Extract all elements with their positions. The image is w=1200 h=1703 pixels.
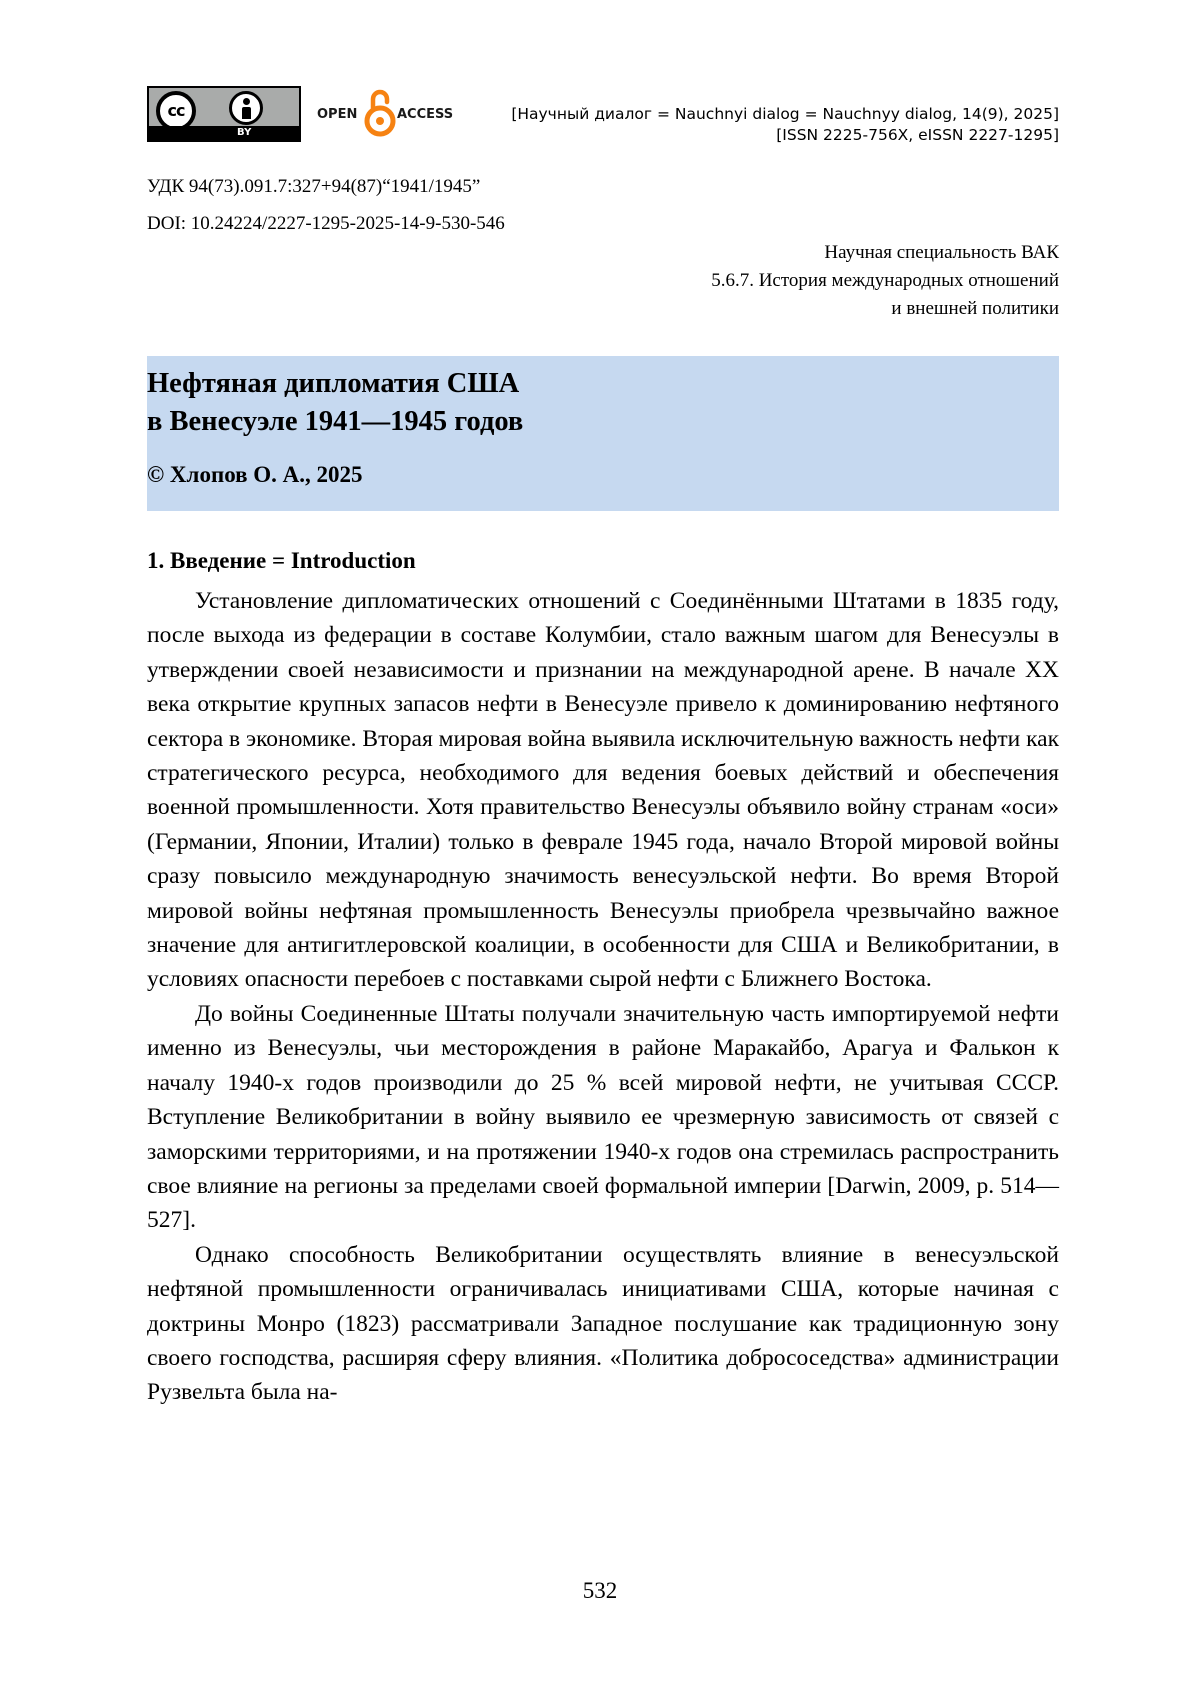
open-access-access-label: ACCESS	[397, 107, 454, 122]
author-copyright: © Хлопов О. А., 2025	[147, 462, 363, 487]
body-text	[147, 584, 1059, 1410]
udk-code: УДК 94(73).091.7:327+94(87)“1941/1945”	[147, 176, 481, 197]
paragraph: До войны Соединенные Штаты получали значительную часть импортируемой нефти именно из Венесуэлы, чьи месторождения в районе Маракайбо, Арагуа и Фалькон к началу 1940-х годов производили до 25 % всей мировой нефти, не учитывая СССР. Вступление Великобритании в войну выявило ее чрезмерную зависимость от связей с заморскими территориями, и на протяжении 1940-х годов она стремилась распространить свое влияние на регионы за пределами своей формальной империи [Darwin, 2009, p. 514—527].	[147, 1000, 1059, 1234]
doi[interactable]: DOI: 10.24224/2227-1295-2025-14-9-530-546	[147, 213, 505, 234]
specialty-line: и внешней политики	[891, 298, 1059, 319]
article-title-line: в Венесуэле 1941—1945 годов	[147, 406, 524, 437]
attribution-person-icon	[229, 91, 263, 125]
cc-by-license-badge[interactable]	[147, 86, 301, 142]
journal-citation	[511, 104, 1059, 146]
open-access-open-label: OPEN	[317, 107, 358, 122]
paragraph: Однако способность Великобритании осуществлять влияние в венесуэльской нефтяной промышленности ограничивалась инициативами США, которые начиная с доктрины Монро (1823) рассматривали Западное послушание как традиционную зону своего господства, расширяя сферу влияния. «Политика добрососедства» администрации Рузвельта была на-	[147, 1241, 1059, 1406]
open-access-lock-icon	[364, 86, 396, 138]
specialty-line: 5.6.7. История международных отношений	[711, 270, 1059, 291]
page-number: 532	[582, 1578, 618, 1603]
journal-issn-line: [ISSN 2225-756X, eISSN 2227-1295]	[776, 126, 1059, 144]
vak-specialty	[711, 239, 1059, 323]
open-access-logo[interactable]	[317, 86, 457, 138]
section-heading: 1. Введение = Introduction	[147, 548, 416, 573]
journal-citation-line: [Научный диалог = Nauchnyi dialog = Nauchnyy dialog, 14(9), 2025]	[511, 105, 1059, 123]
by-label: BY	[149, 126, 299, 140]
title-block	[147, 356, 1059, 511]
cc-icon: cc	[156, 91, 196, 131]
paragraph: Установление дипломатических отношений с Соединёнными Штатами в 1835 году, после выхода из федерации в составе Колумбии, стало важным шагом для Венесуэлы в утверждении своей независимости и признании на международной арене. В начале XX века открытие крупных запасов нефти в Венесуэле привело к доминированию нефтяного сектора в экономике. Вторая мировая война выявила исключительную важность нефти как стратегического ресурса, необходимого для ведения боевых действий и обеспечения военной промышленности. Хотя правительство Венесуэлы объявило войну странам «оси» (Германии, Японии, Италии) только в феврале 1945 года, начало Второй мировой войны сразу повысило международную значимость венесуэльской нефти. Во время Второй мировой войны нефтяная промышленность Венесуэлы приобрела чрезвычайно важное значение для антигитлеровской коалиции, в особенности для США и Великобритании, в условиях опасности перебоев с поставками сырой нефти с Ближнего Востока.	[147, 588, 1059, 993]
specialty-line: Научная специальность ВАК	[824, 242, 1059, 263]
article-title-line: Нефтяная дипломатия США	[147, 368, 520, 399]
